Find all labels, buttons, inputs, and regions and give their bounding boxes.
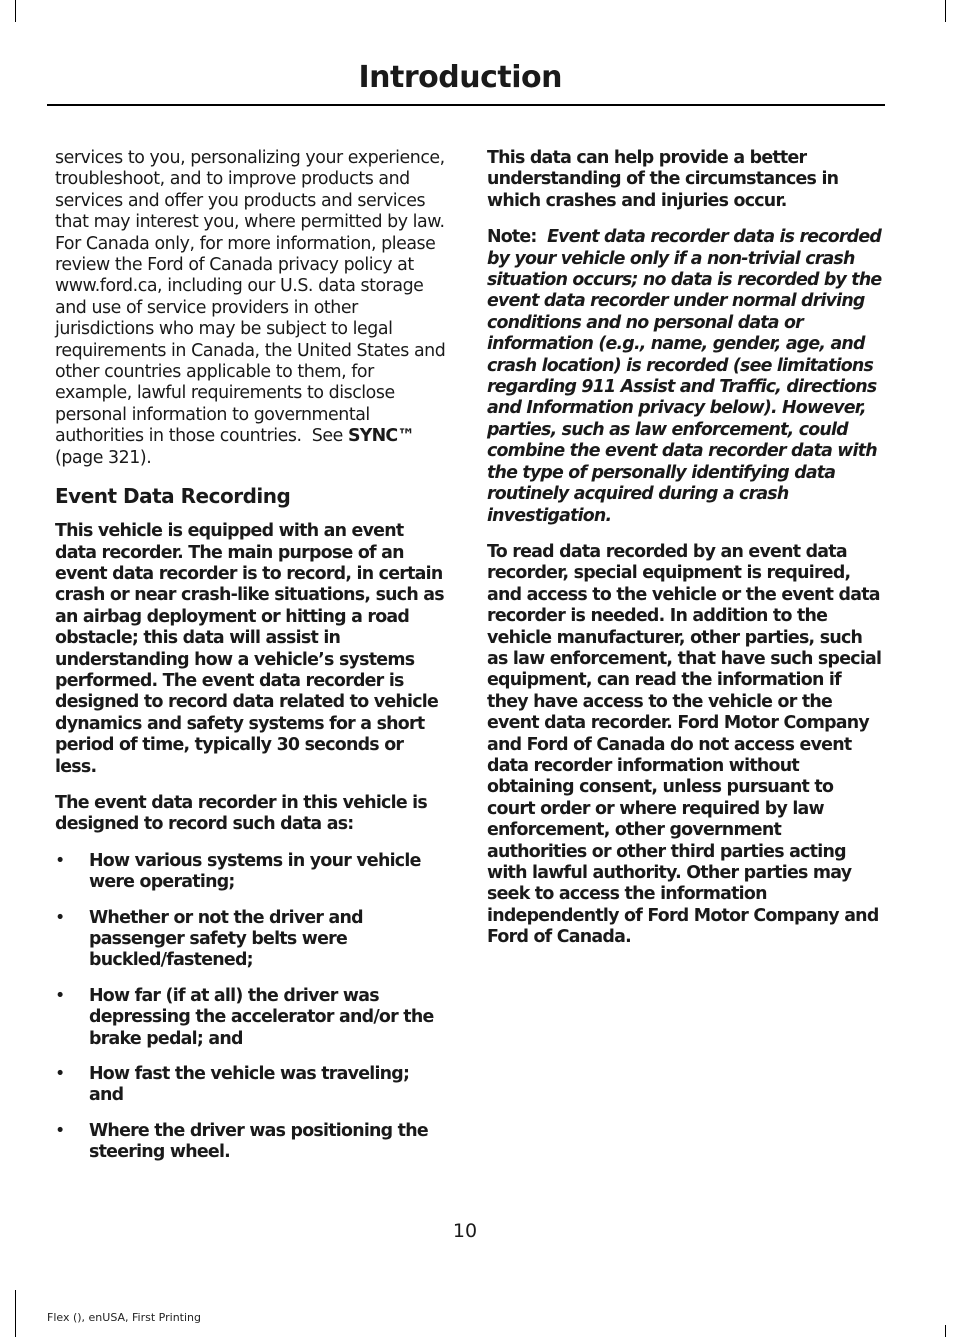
note-text: Event data recorder data is recorded by your vehicle only if a non-trivial crash situation occurs; no data is recorded by the event data recorder under normal driving conditions and no personal data or information (e.g., name, gender, age, and crash location) is recorded (see limitations regarding 911 Assist and Traffic, directions and Information privacy below). However, parties, such as law enforcement, could combine the event data recorder data with the type of personally identifying data routinely acquired during a crash investigation. <box>487 227 882 526</box>
intro-paragraph <box>55 148 447 469</box>
list-item-text: How far (if at all) the driver was depressing the accelerator and/or the brake pedal; and <box>89 985 434 1049</box>
sync-link[interactable]: SYNC™ <box>347 426 415 447</box>
right-column <box>487 148 883 964</box>
recorded-data-list <box>55 851 447 1164</box>
list-item-text: Where the driver was positioning the steering wheel. <box>89 1120 428 1163</box>
see-prefix: See <box>311 426 343 447</box>
understanding-paragraph: This data can help provide a better understanding of the circumstances in which crashes and injuries occur. <box>487 148 839 211</box>
list-item <box>55 1121 447 1164</box>
crop-mark-top-right-v <box>945 0 946 22</box>
intro-text: services to you, personalizing your experience, troubleshoot, and to improve products and services and offer you products and services that may interest you, where permitted by law. For Canada only, for more information, please review the Ford of Canada privacy policy at www.ford.ca, including our U.S. data storage and use of service providers in other jurisdictions who may be subject to legal requirements in Canada, the United States and other countries applicable to them, for example, lawful requirements to disclose personal information to governmental authorities in those countries. <box>55 148 446 447</box>
list-item <box>55 851 447 894</box>
equipped-paragraph: This vehicle is equipped with an event data recorder. The main purpose of an event data recorder is to record, in certain crash or near crash-like situations, such as an airbag deployment or hitting a road obstacle; this data will assist in understanding how a vehicle’s systems performed. The event data recorder is designed to record data related to vehicle dynamics and safety systems for a short period of time, typically 30 seconds or less. <box>55 521 444 777</box>
bullet-icon: • <box>55 850 65 871</box>
list-item <box>55 908 447 972</box>
crop-mark-bottom-right-v <box>945 1325 946 1337</box>
note-label: Note: <box>487 227 537 248</box>
note-paragraph <box>487 227 883 527</box>
page-title: Introduction <box>358 60 562 95</box>
crop-mark-top-left-v <box>15 0 16 22</box>
read-data-paragraph: To read data recorded by an event data recorder, special equipment is required, and access to the vehicle or the event data recorder is needed. In addition to the vehicle manufacturer, other parties, such as law enforcement, that have such special equipment, can read the information if they have access to the vehicle or the event data recorder. Ford Motor Company and Ford of Canada do not access event data recorder information without obtaining consent, unless pursuant to court order or where required by law enforcement, other government authorities or other third parties acting with lawful authority. Other parties may seek to access the information independently of Ford Motor Company and Ford of Canada. <box>487 541 882 948</box>
designed-paragraph: The event data recorder in this vehicle is designed to record such data as: <box>55 792 427 835</box>
header-divider <box>47 104 885 106</box>
list-item-text: How fast the vehicle was traveling; and <box>89 1064 410 1106</box>
bullet-icon: • <box>55 1120 65 1141</box>
bullet-icon: • <box>55 1064 65 1085</box>
list-item <box>55 986 447 1050</box>
list-item-text: Whether or not the driver and passenger safety belts were buckled/fastened; <box>89 907 363 971</box>
crop-mark-bottom-left-v <box>15 1290 16 1337</box>
list-item <box>55 1064 447 1107</box>
see-page-ref: (page 321). <box>55 447 152 468</box>
list-item-text: How various systems in your vehicle were operating; <box>89 850 421 893</box>
bullet-icon: • <box>55 985 65 1006</box>
footer-text: Flex (), enUSA, First Printing <box>47 1311 201 1324</box>
left-column <box>55 148 447 1178</box>
section-heading: Event Data Recording <box>55 484 291 509</box>
page-number: 10 <box>452 1220 478 1242</box>
bullet-icon: • <box>55 907 65 928</box>
